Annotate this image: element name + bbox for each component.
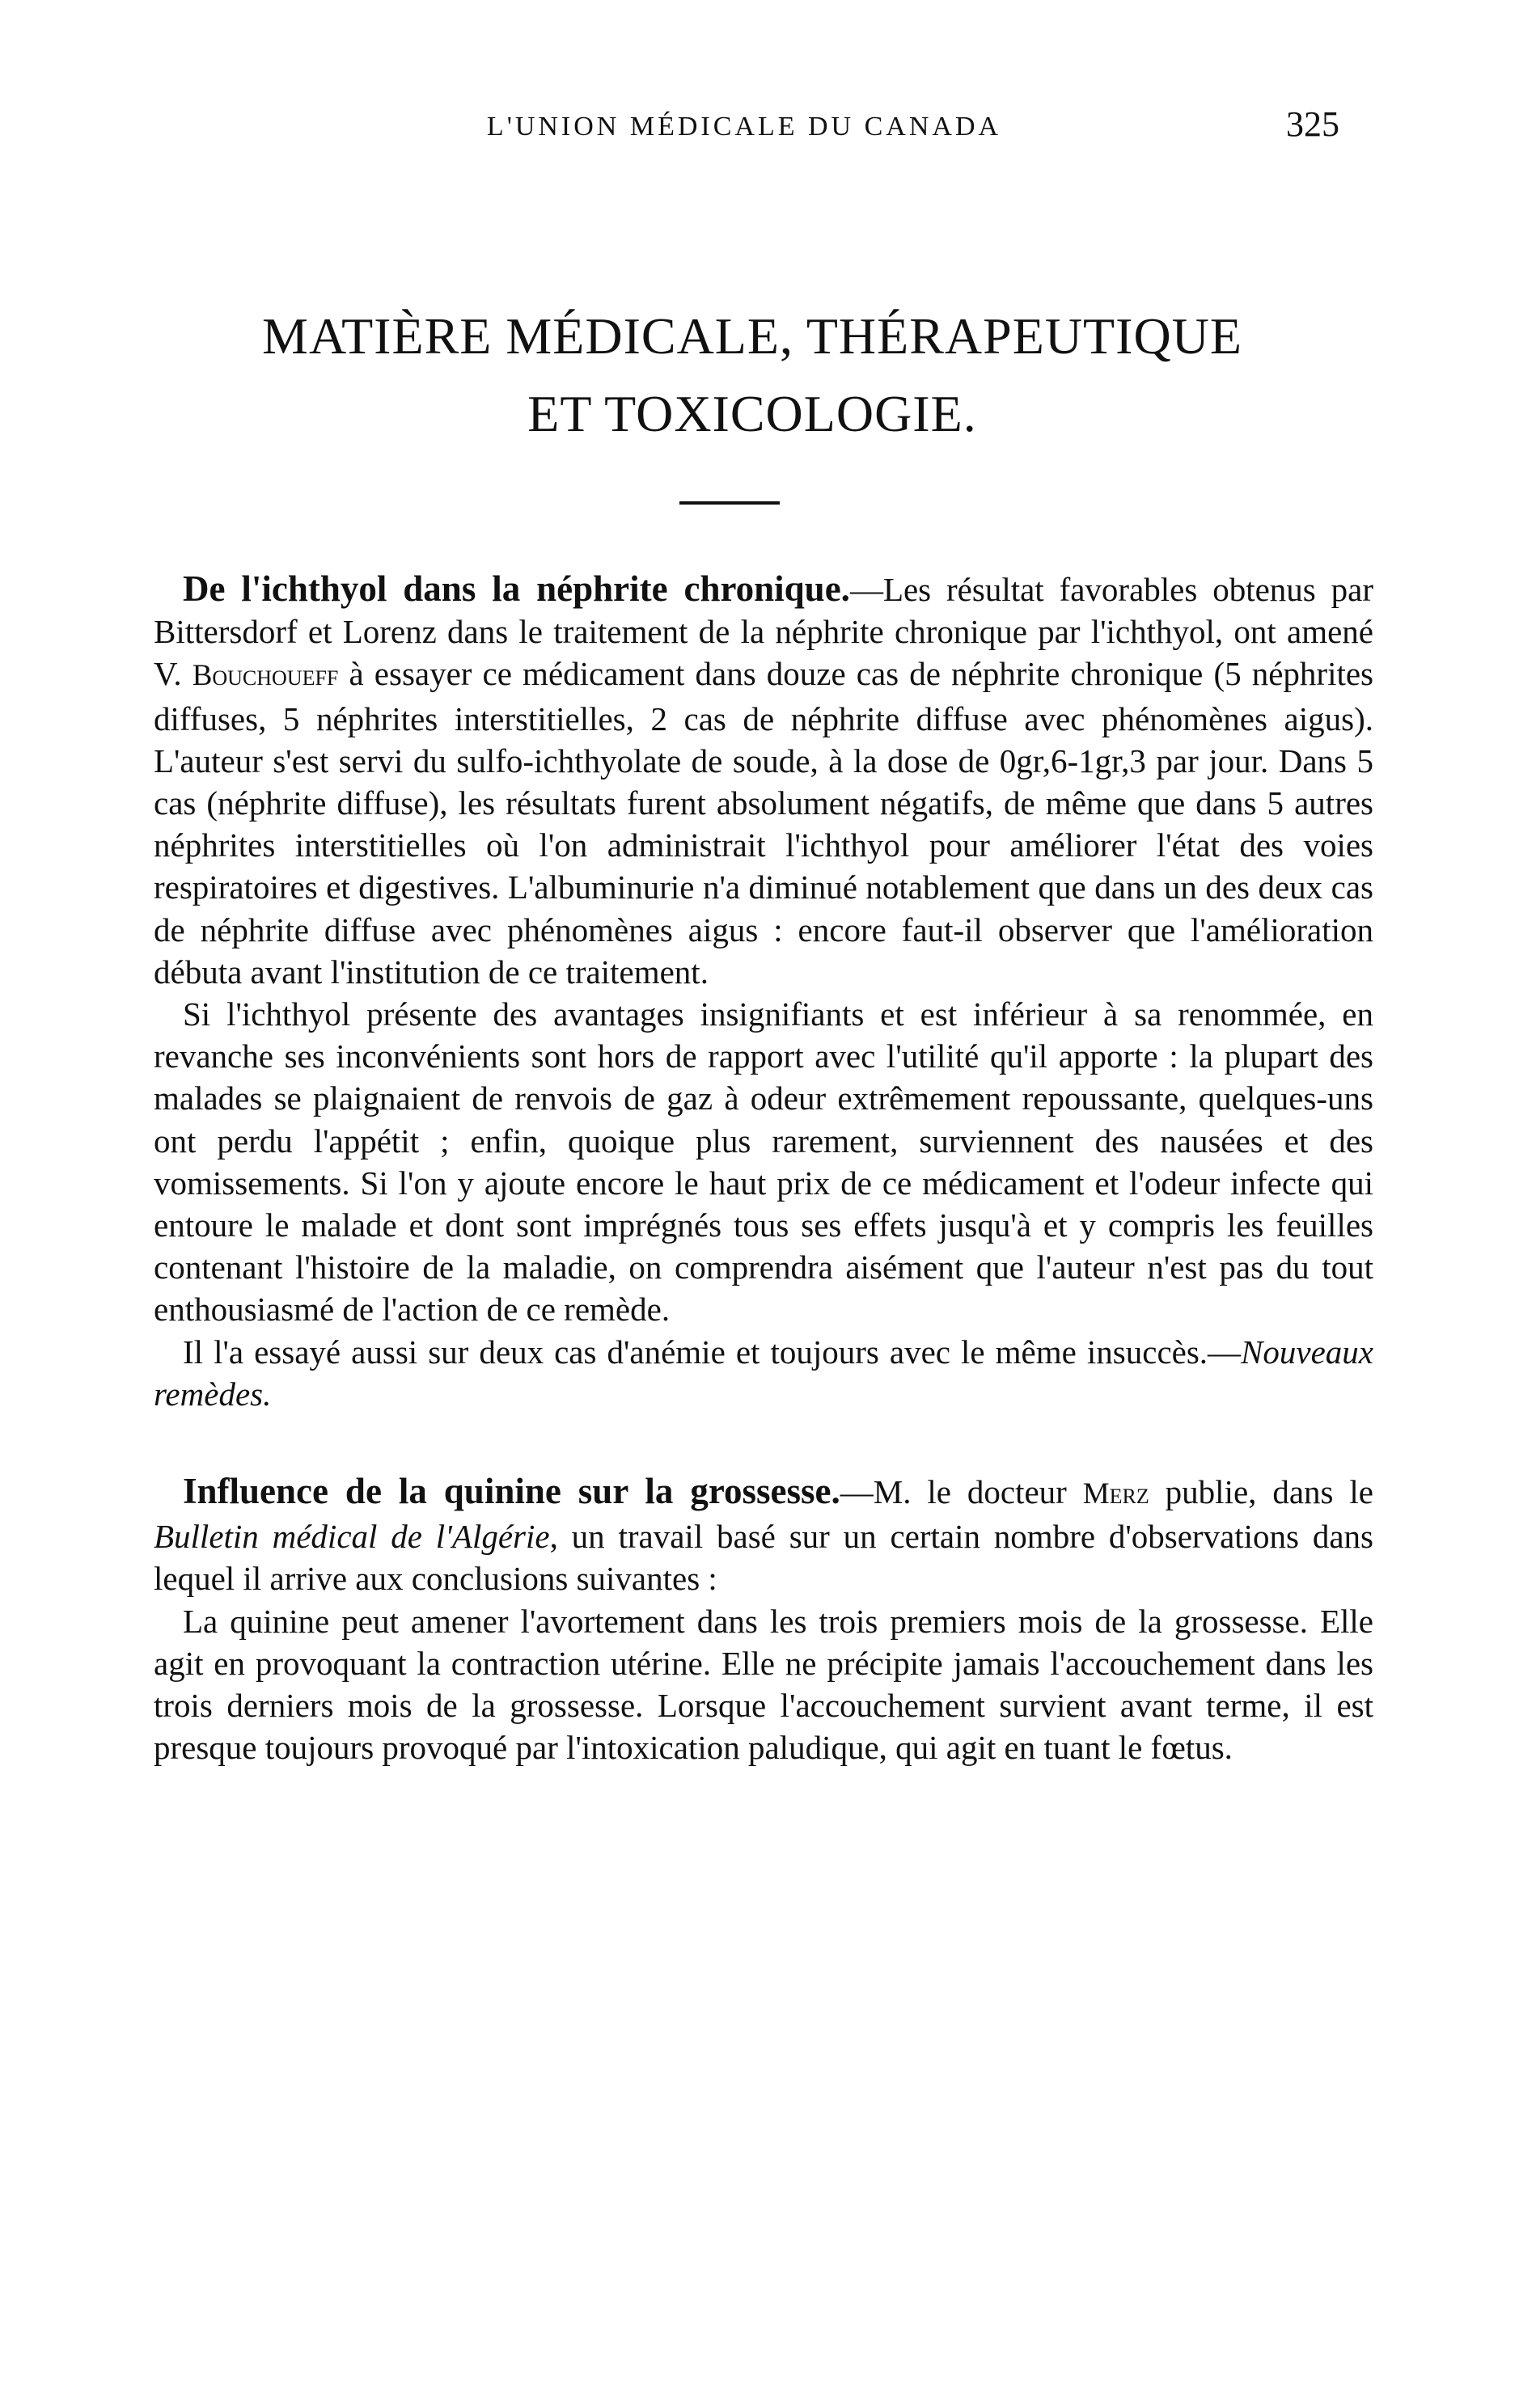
section-title-line-2: ET TOXICOLOGIE. bbox=[527, 385, 977, 442]
author-name-merz: Merz bbox=[1082, 1477, 1149, 1511]
article-ichthyol-paragraph-2: Si l'ichthyol présente des avantages insignifiants et est inférieur à sa renommée, en revanche ses inconvénients sont hors de rapport avec l'utilité qu'il apporte : la plupart des malades se plaignaient de renvois de gaz à odeur extrêmement repoussante, quelques-uns ont perdu l'appétit ; enfin, quoique plus rarement, surviennent des nausées et des vomissements. Si l'on y ajoute encore le haut prix de ce médicament et l'odeur infecte qui entoure le malade et dont sont imprégnés tous ses effets jusqu'à et y compris les feuilles contenant l'histoire de la maladie, on comprendra aisément que l'auteur n'est pas du tout enthousiasmé de l'action de ce remède. bbox=[154, 995, 1373, 1329]
section-title bbox=[146, 298, 1359, 453]
article-quinine-text-c: , un travail basé sur un certain nombre d'observations dans lequel il arrive aux conclusions suivantes : bbox=[154, 1518, 1373, 1598]
article-ichthyol-heading: De l'ichthyol dans la néphrite chronique. bbox=[183, 568, 850, 609]
article-quinine-text-a: —M. le docteur bbox=[840, 1473, 1083, 1511]
article-ichthyol-text-c: Il l'a essayé aussi sur deux cas d'anémie et toujours avec le même insuccès.— bbox=[183, 1333, 1242, 1371]
article-quinine-paragraph-1 bbox=[154, 1470, 1373, 1600]
journal-name: Bulletin médical de l'Algérie bbox=[154, 1518, 550, 1556]
article-ichthyol-paragraph-3 bbox=[154, 1331, 1373, 1415]
running-head-title: L'UNION MÉDICALE DU CANADA bbox=[486, 112, 1002, 142]
section-title-line-1: MATIÈRE MÉDICALE, THÉRAPEUTIQUE bbox=[262, 307, 1242, 365]
article-body bbox=[154, 568, 1373, 1768]
author-name-bouchoueff: Bouchoueff bbox=[192, 659, 339, 693]
article-quinine-text-b: publie, dans le bbox=[1149, 1473, 1373, 1511]
section-divider-rule bbox=[679, 501, 780, 505]
article-ichthyol-source: Nouveaux remèdes. bbox=[154, 1333, 1373, 1413]
page-number: 325 bbox=[1286, 104, 1339, 144]
article-ichthyol-text-a: —Les résultat favorables obtenus par Bittersdorf et Lorenz dans le traitement de la néphrite chronique par l'ichthyol, ont amené V. bbox=[154, 571, 1373, 693]
article-quinine-heading: Influence de la quinine sur la grossesse. bbox=[183, 1471, 840, 1512]
article-quinine-paragraph-2: La quinine peut amener l'avortement dans les trois premiers mois de la grossesse. Elle agit en provoquant la contraction utérine. Elle ne précipite jamais l'accouchement dans les trois derniers mois de la grossesse. Lorsque l'accouchement survient avant terme, il est presque toujours provoqué par l'intoxication paludique, qui agit en tuant le fœtus. bbox=[154, 1602, 1373, 1767]
article-ichthyol-text-b: à essayer ce médicament dans douze cas de néphrite chronique (5 néphrites diffuses, 5 néphrites interstitielles, 2 cas de néphrite diffuse avec phénomènes aigus). L'auteur s'est servi du sulfo-ichthyolate de soude, à la dose de 0gr,6-1gr,3 par jour. Dans 5 cas (néphrite diffuse), les résultats furent absolument négatifs, de même que dans 5 autres néphrites interstitielles où l'on administrait l'ichthyol pour améliorer l'état des voies respiratoires et digestives. L'albuminurie n'a diminué notablement que dans un des deux cas de néphrite diffuse avec phénomènes aigus : encore faut-il observer que l'amélioration débuta avant l'institution de ce traitement. bbox=[154, 655, 1374, 991]
article-ichthyol-paragraph-1 bbox=[154, 568, 1373, 993]
